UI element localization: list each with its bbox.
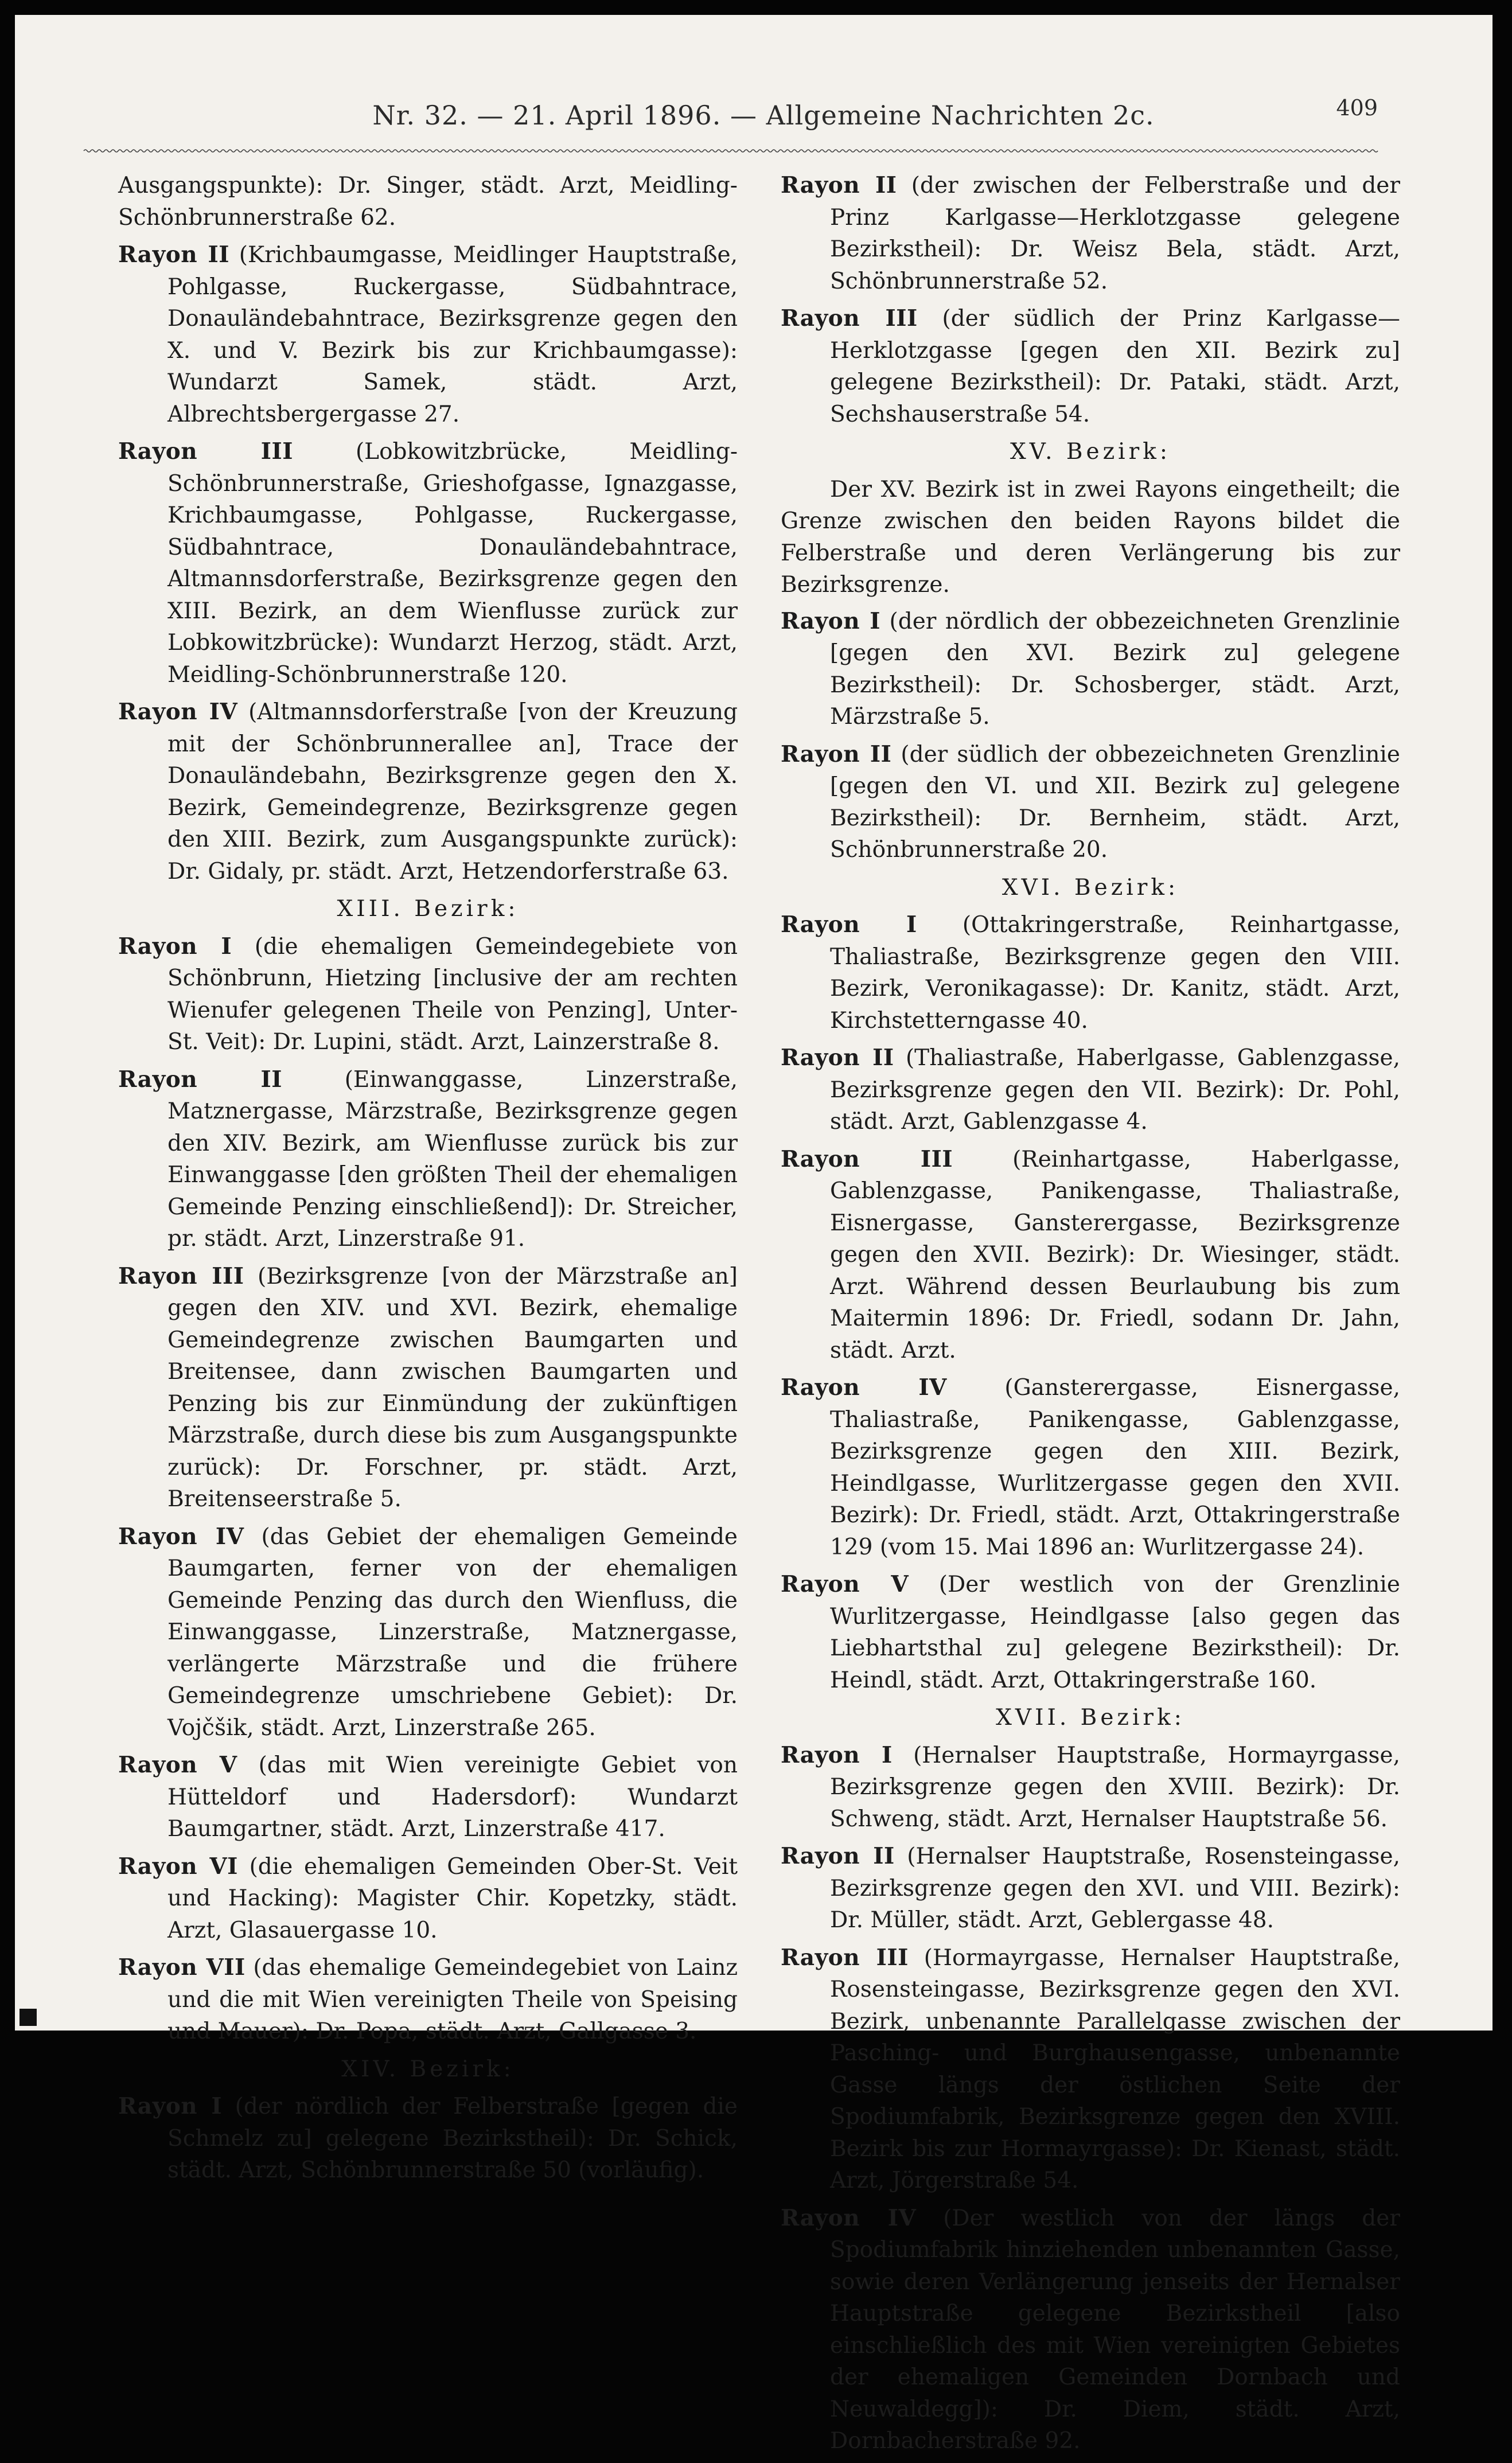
rayon-label: Rayon V [118, 1752, 237, 1778]
rayon-description: (der nördlich der Felberstraße [gegen die Schmelz zu] gelegene Bezirkstheil): Dr. Schick, städt. Arzt, Schönbrunnerstraße 50 (vorläufig). [167, 2094, 738, 2183]
page-header [84, 95, 1378, 147]
rayon-label: Rayon VI [118, 1853, 238, 1880]
district-heading: XIII. Bezirk: [337, 896, 519, 922]
rayon-label: Rayon IV [118, 1523, 244, 1550]
rayon-description: (Reinhartgasse, Haberlgasse, Gablenzgasse, Panikengasse, Thaliastraße, Eisnergasse, Gansterergasse, Bezirksgrenze gegen den XVII. Bezirk): Dr. Wiesinger, städt. Arzt. Während dessen Beurlaubung bis zum Maitermin 1896: Dr. Friedl, sodann Dr. Jahn, städt. Arzt. [830, 1146, 1400, 1363]
district-heading: XV. Bezirk: [1010, 439, 1171, 465]
rayon-entry [118, 931, 738, 1058]
rayon-entry [118, 1261, 738, 1515]
rayon-label: Rayon V [781, 1571, 909, 1597]
rayon-description: (die ehemaligen Gemeinden Ober-St. Veit und Hacking): Magister Chir. Kopetzky, städt. Arzt, Glasauergasse 10. [167, 1853, 738, 1943]
rayon-label: Rayon I [781, 607, 881, 634]
rayon-entry [118, 696, 738, 887]
left-column [118, 170, 738, 2192]
rayon-entry [781, 2203, 1400, 2457]
rayon-label: Rayon II [781, 172, 897, 198]
rayon-label: Rayon II [781, 1843, 895, 1869]
rayon-description: (Hormayrgasse, Hernalser Hauptstraße, Rosensteingasse, Bezirksgrenze gegen den XVI. Bezirk, unbenannte Parallelgasse zwischen der Pasching- und Burghausengasse, unbenannte Gasse längs der östlichen Seite der Spodiumfabrik, Bezirksgrenze gegen den XVIII. Bezirk bis zur Hormayrgasse): Dr. Kienast, städt. Arzt, Jörgerstraße 54. [830, 1944, 1400, 2193]
rayon-label: Rayon II [781, 1045, 894, 1071]
rayon-entry [781, 909, 1400, 1036]
page-number: 409 [1336, 95, 1378, 120]
scan-corner-mark [20, 2009, 37, 2026]
rayon-label: Rayon I [781, 1741, 893, 1768]
rayon-label: Rayon IV [781, 2204, 917, 2231]
rayon-description: (Hernalser Hauptstraße, Rosensteingasse, Bezirksgrenze gegen den XVI. und VIII. Bezirk): Dr. Müller, städt. Arzt, Geblergasse 48. [830, 1844, 1400, 1933]
rayon-entry [118, 1749, 738, 1845]
rayon-description: (der südlich der obbezeichneten Grenzlinie [gegen den VI. und XII. Bezirk zu] gelegene Bezirkstheil): Dr. Bernheim, städt. Arzt, Schönbrunnerstraße 20. [830, 741, 1400, 863]
rayon-label: Rayon VII [118, 1954, 245, 1981]
rayon-label: Rayon III [118, 438, 293, 465]
document-page [15, 15, 1492, 2454]
rayon-label: Rayon I [118, 933, 232, 960]
rayon-entry [118, 239, 738, 430]
rayon-description: (Thaliastraße, Haberlgasse, Gablenzgasse, Bezirksgrenze gegen den VII. Bezirk): Dr. Pohl, städt. Arzt, Gablenzgasse 4. [830, 1045, 1401, 1135]
rayon-description: (das Gebiet der ehemaligen Gemeinde Baumgarten, ferner von der ehemaligen Gemeinde Penzing das durch den Wienfluss, die Einwanggasse, Linzerstraße, Matznergasse, verlängerte Märzstraße und die frühere Gemeindegrenze umschriebene Gebiet): Dr. Vojčšik, städt. Arzt, Linzerstraße 265. [167, 1523, 738, 1741]
right-column [781, 170, 1400, 2463]
rayon-entry [781, 1740, 1400, 1835]
rayon-entry [781, 739, 1400, 866]
rayon-entry [781, 1372, 1400, 1563]
rayon-entry [781, 1144, 1400, 1367]
district-heading: XVI. Bezirk: [1001, 874, 1179, 901]
rayon-entry [781, 1569, 1400, 1696]
rayon-description: (Gansterergasse, Eisnergasse, Thaliastraße, Panikengasse, Gablenzgasse, Bezirksgrenze gegen den XIII. Bezirk, Heindlgasse, Wurlitzergasse gegen den XVII. Bezirk): Dr. Friedl, städt. Arzt, Ottakringerstraße 129 (vom 15. Mai 1896 an: Wurlitzergasse 24). [830, 1375, 1400, 1560]
rayon-description: (der zwischen der Felberstraße und der Prinz Karlgasse—Herklotzgasse gelegene Bezirkstheil): Dr. Weisz Bela, städt. Arzt, Schönbrunnerstraße 52. [830, 173, 1401, 294]
rayon-entry [118, 2091, 738, 2187]
rayon-description: (das ehemalige Gemeindegebiet von Lainz und die mit Wien vereinigten Theile von Speising und Mauer): Dr. Popa, städt. Arzt, Gallgasse 3. [167, 1955, 738, 2044]
rayon-label: Rayon III [118, 1262, 244, 1289]
district-heading: XIV. Bezirk: [341, 2056, 515, 2082]
rayon-entry [118, 1521, 738, 1744]
rayon-entry [118, 1851, 738, 1947]
rayon-entry [118, 1952, 738, 2048]
rayon-entry [781, 606, 1400, 733]
rayon-label: Rayon III [781, 1944, 909, 1971]
rayon-description: (Der westlich von der Grenzlinie Wurlitzergasse, Heindlgasse [also gegen das Liebhartsthal zu] gelegene Bezirkstheil): Dr. Heindl, städt. Arzt, Ottakringerstraße 160. [830, 1572, 1400, 1693]
rayon-description: (Ottakringerstraße, Reinhartgasse, Thaliastraße, Bezirksgrenze gegen den VIII. Bezirk, Veronikagasse): Dr. Kanitz, städt. Arzt, Kirchstetterngasse 40. [830, 912, 1400, 1034]
rayon-entry [118, 436, 738, 691]
rayon-label: Rayon I [781, 911, 917, 938]
rayon-entry [781, 303, 1400, 430]
rayon-description: (Der westlich von der längs der Spodiumfabrik hinziehenden unbenannten Gasse, sowie deren Verlängerung jenseits der Hernalser Hauptstraße gelegene Bezirkstheil [also einschließlich des mit Wien vereinigten Gebietes der ehemaligen Gemeinden Dornbach und Neuwaldegg]): Dr. Diem, städt. Arzt, Dornbacherstraße 92. [830, 2205, 1400, 2454]
rayon-description: (die ehemaligen Gemeindegebiete von Schönbrunn, Hietzing [inclusive der am rechten Wienufer gelegenen Theile von Penzing], Unter-St. Veit): Dr. Lupini, städt. Arzt, Lainzerstraße 8. [167, 933, 738, 1055]
rayon-label: Rayon IV [781, 1374, 947, 1401]
rayon-description: (das mit Wien vereinigte Gebiet von Hütteldorf und Hadersdorf): Wundarzt Baumgartner, städt. Arzt, Linzerstraße 417. [167, 1752, 738, 1842]
district-description: Der XV. Bezirk ist in zwei Rayons eingetheilt; die Grenze zwischen den beiden Rayons bildet die Felberstraße und deren Verlängerung bis zur Bezirksgrenze. [781, 476, 1400, 598]
rayon-label: Rayon II [781, 741, 892, 767]
rayon-label: Rayon II [118, 241, 230, 268]
rayon-description: (Krichbaumgasse, Meidlinger Hauptstraße, Pohlgasse, Ruckergasse, Südbahntrace, Donauländebahntrace, Bezirksgrenze gegen den X. und V. Bezirk bis zur Krichbaumgasse): Wundarzt Samek, städt. Arzt, Albrechtsbergergasse 27. [167, 242, 738, 427]
rayon-entry-continued: Ausgangspunkte): Dr. Singer, städt. Arzt, Meidling-Schönbrunnerstraße 62. [118, 173, 738, 231]
rayon-label: Rayon I [118, 2093, 223, 2119]
header-wavy-rule [84, 148, 1378, 154]
running-title: Nr. 32. — 21. April 1896. — Allgemeine Nachrichten 2c. [372, 100, 1155, 131]
rayon-description: (der nördlich der obbezeichneten Grenzlinie [gegen den XVI. Bezirk zu] gelegene Bezirkstheil): Dr. Schosberger, städt. Arzt, Märzstraße 5. [830, 608, 1400, 730]
rayon-description: (der südlich der Prinz Karlgasse—Herklotzgasse [gegen den XII. Bezirk zu] gelegene Bezirkstheil): Dr. Pataki, städt. Arzt, Sechshauserstraße 54. [830, 306, 1400, 427]
rayon-description: (Bezirksgrenze [von der Märzstraße an] gegen den XIV. und XVI. Bezirk, ehemalige Gemeindegrenze zwischen Baumgarten und Breitensee, dann zwischen Baumgarten und Penzing bis zur Einmündung der zukünftigen Märzstraße, durch diese bis zum Ausgangspunkte zurück): Dr. Forschner, pr. städt. Arzt, Breitenseerstraße 5. [167, 1263, 738, 1512]
rayon-description: (Altmannsdorferstraße [von der Kreuzung mit der Schönbrunnerallee an], Trace der Donauländebahn, Bezirksgrenze gegen den X. Bezirk, Gemeindegrenze, Bezirksgrenze gegen den XIII. Bezirk, zum Ausgangspunkte zurück): Dr. Gidaly, pr. städt. Arzt, Hetzendorferstraße 63. [167, 699, 738, 884]
district-heading: XVII. Bezirk: [996, 1705, 1185, 1731]
rayon-entry [781, 170, 1400, 297]
rayon-entry [781, 1042, 1400, 1138]
rayon-label: Rayon III [781, 305, 918, 332]
rayon-description: (Einwanggasse, Linzerstraße, Matznergasse, Märzstraße, Bezirksgrenze gegen den XIV. Bezirk, am Wienflusse zurück bis zur Einwanggasse [den größten Theil der ehemaligen Gemeinde Penzing einschließend]): Dr. Streicher, pr. städt. Arzt, Linzerstraße 91. [167, 1066, 738, 1252]
rayon-entry [781, 1841, 1400, 1936]
rayon-label: Rayon III [781, 1145, 953, 1172]
rayon-description: (Hernalser Hauptstraße, Hormayrgasse, Bezirksgrenze gegen den XVIII. Bezirk): Dr. Schweng, städt. Arzt, Hernalser Hauptstraße 56. [830, 1742, 1400, 1832]
rayon-entry [781, 1942, 1400, 2197]
rayon-label: Rayon IV [118, 699, 238, 725]
rayon-label: Rayon II [118, 1066, 282, 1093]
rayon-description: (Lobkowitzbrücke, Meidling-Schönbrunnerstraße, Grieshofgasse, Ignazgasse, Krichbaumgasse, Pohlgasse, Ruckergasse, Südbahntrace, Donauländebahntrace, Altmannsdorferstraße, Bezirksgrenze gegen den XIII. Bezirk, an dem Wienflusse zurück zur Lobkowitzbrücke): Wundarzt Herzog, städt. Arzt, Meidling-Schönbrunnerstraße 120. [167, 439, 738, 688]
rayon-entry [118, 1064, 738, 1255]
